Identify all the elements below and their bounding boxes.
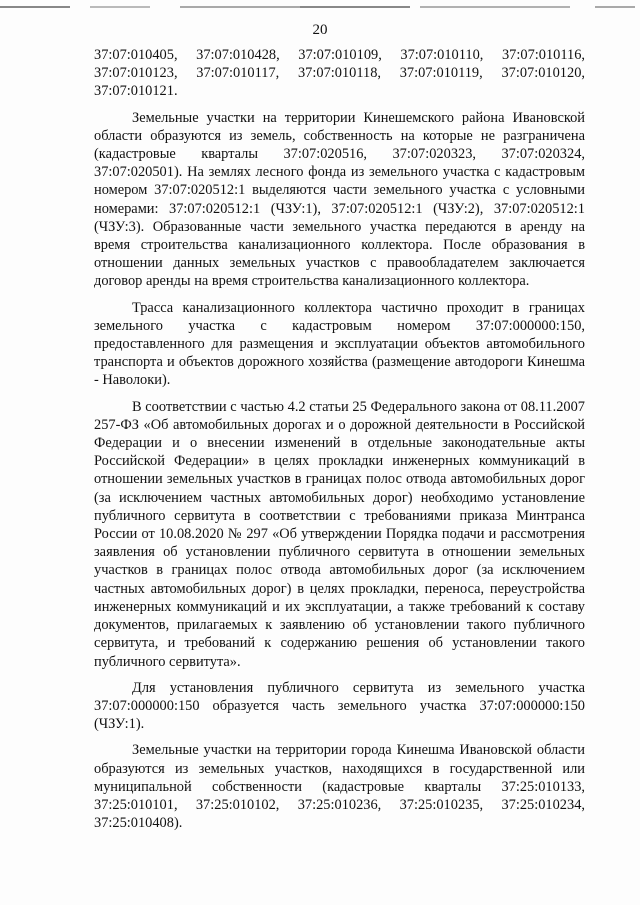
paragraph-cadastral-list: 37:07:010405, 37:07:010428, 37:07:010109, 37:07:010110, 37:07:010116, 37:07:010123, 37:07:010117, 37:07:010118, 37:07:010119, 37:07:010120, 37:07:010121. [94,47,585,100]
paragraph-kineshma-district: Земельные участки на территории Кинешемского района Ивановской области образуются из земель, собственность на которые не разграничена (кадастровые кварталы 37:07:020516, 37:07:020323, 37:07:020324, 37:07:020501). На землях лесного фонда из земельного участка с кадастровым номером 37:07:020512:1 выделяются части земельного участка с условными номерами: 37:07:020512:1 (ЧЗУ:1), 37:07:020512:1 (ЧЗУ:2), 37:07:020512:1 (ЧЗУ:3). Образованные части земельного участка передаются в аренду на время строительства канализационного коллектора. После образования в отношении данных земельных участков с правообладателем заключается договор аренды на время строительства канализационного коллектора. [94,109,585,290]
paragraph-kineshma-city: Земельные участки на территории города Кинешма Ивановской области образуются из земельных участков, находящихся в государственной или муниципальной собственности (кадастровые кварталы 37:25:010133, 37:25:010101, 37:25:010102, 37:25:010236, 37:25:010235, 37:25:010234, 37:25:010408). [94,742,585,832]
scan-artifact-line [0,4,640,10]
page-number: 20 [312,22,328,38]
paragraph-collector-route: Трасса канализационного коллектора частично проходит в границах земельного участка с кадастровым номером 37:07:000000:150, предоставленного для размещения и эксплуатации объектов автомобильного транспорта и объектов дорожного хозяйства (размещение автодороги Кинешма - Наволоки). [94,299,585,389]
paragraph-federal-law: В соответствии с частью 4.2 статьи 25 Федерального закона от 08.11.2007 257-ФЗ «Об автомобильных дорогах и о дорожной деятельности в Российской Федерации и о внесении изменений в отдельные законодательные акты Российской Федерации» в целях прокладки инженерных коммуникаций в отношении земельных участков в границах полос отвода автомобильных дорог (за исключением частных автомобильных дорог) необходимо установление публичного сервитута в соответствии с требованиями приказа Минтранса России от 10.08.2020 № 297 «Об утверждении Порядка подачи и рассмотрения заявления об установлении публичного сервитута в отношении земельных участков в границах полос отвода автомобильных дорог (за исключением частных автомобильных дорог) в целях прокладки, переноса, переустройства инженерных коммуникаций и их эксплуатации, а также требований к составу документов, прилагаемых к заявлению об установлении такого публичного сервитута, и требований к содержанию решения об установлении такого публичного сервитута». [94,398,585,670]
paragraph-public-servitude: Для установления публичного сервитута из земельного участка 37:07:000000:150 образуется часть земельного участка 37:07:000000:150 (ЧЗУ:1). [94,679,585,733]
document-body [94,46,585,832]
